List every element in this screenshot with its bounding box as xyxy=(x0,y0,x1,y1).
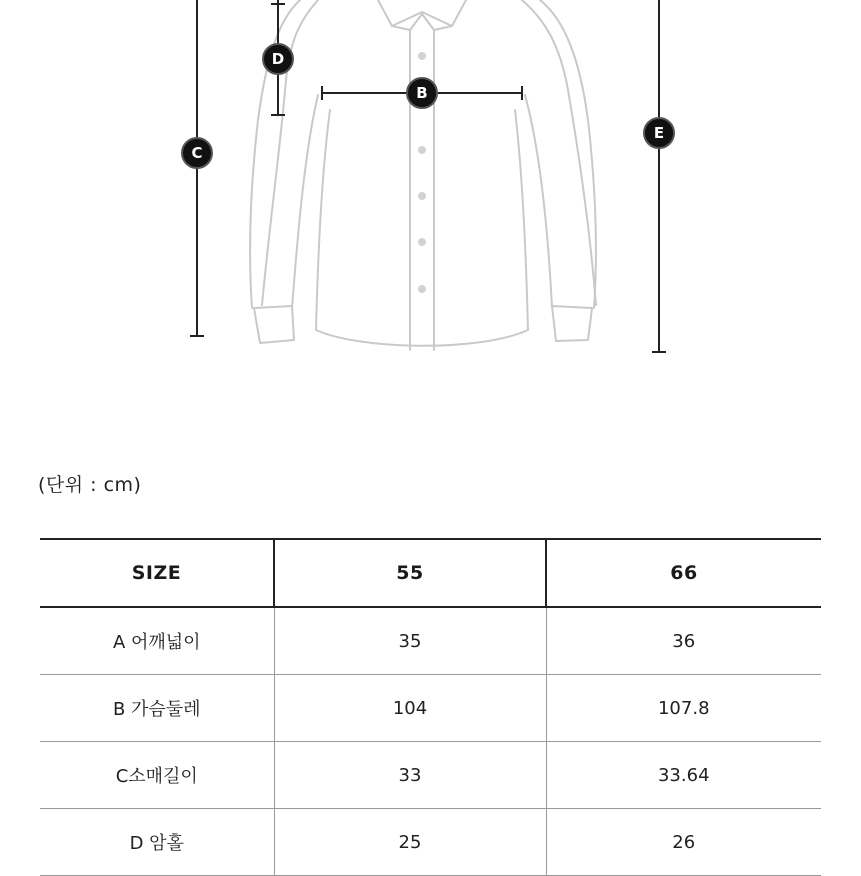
value-55: 104 xyxy=(274,675,546,742)
value-55: 35 xyxy=(274,607,546,675)
unit-label: (단위 : cm) xyxy=(38,474,142,496)
row-label: B 가슴둘레 xyxy=(40,675,274,742)
value-66: 107.8 xyxy=(546,675,821,742)
header-66: 66 xyxy=(546,539,821,607)
marker-C: C xyxy=(181,137,213,169)
value-55: 25 xyxy=(274,809,546,876)
table-row xyxy=(40,675,821,742)
table-row xyxy=(40,607,821,675)
row-label: A 어깨넓이 xyxy=(40,607,274,675)
value-66: 33.64 xyxy=(546,742,821,809)
size-table xyxy=(40,538,821,876)
marker-E: E xyxy=(643,117,675,149)
value-55: 33 xyxy=(274,742,546,809)
value-66: 26 xyxy=(546,809,821,876)
value-66: 36 xyxy=(546,607,821,675)
table-row xyxy=(40,742,821,809)
header-size: SIZE xyxy=(40,539,274,607)
marker-B: B xyxy=(406,77,438,109)
row-label: C소매길이 xyxy=(40,742,274,809)
header-55: 55 xyxy=(274,539,546,607)
shirt-measurement-diagram xyxy=(0,0,861,380)
table-header-row xyxy=(40,539,821,607)
marker-D: D xyxy=(262,43,294,75)
table-row xyxy=(40,809,821,876)
row-label: D 암홀 xyxy=(40,809,274,876)
